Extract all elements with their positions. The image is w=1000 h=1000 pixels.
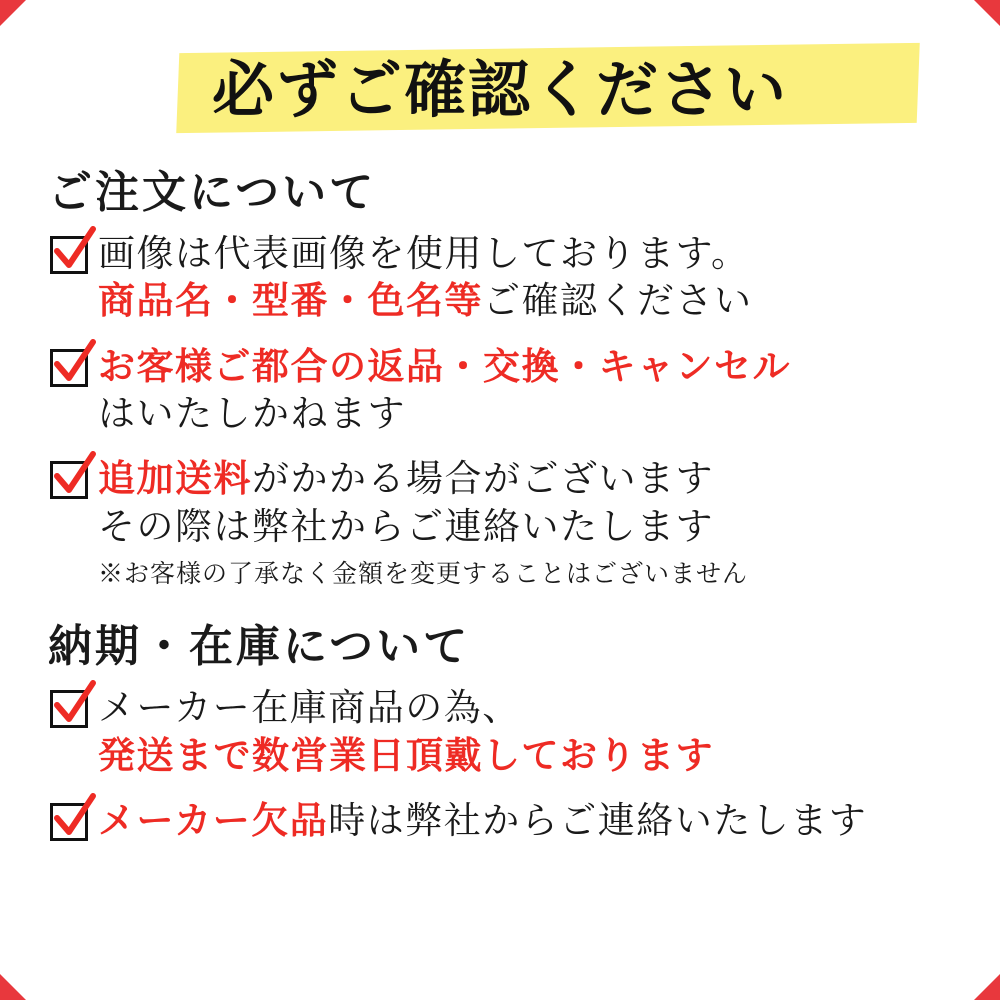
check-mark-icon (50, 461, 88, 499)
list-item-note: ※お客様の了承なく金額を変更することはございません (98, 559, 749, 589)
list-item-line (98, 277, 960, 324)
list-item (50, 684, 960, 779)
check-mark-icon (50, 349, 88, 387)
headline (40, 34, 960, 140)
emphasis-text: 追加送料 (98, 456, 252, 501)
list-item-line: はいたしかねます (98, 392, 406, 436)
list-item-text (98, 343, 960, 438)
list-item-line: メーカー在庫商品の為、 (98, 686, 521, 730)
list-item-line: お客様ご都合の返品・交換・キャンセル (98, 343, 791, 388)
section-title-delivery-stock: 納期・在庫について (48, 621, 471, 673)
list-item-line: その際は弊社からご連絡いたします (98, 504, 714, 548)
list-item-text (98, 230, 960, 325)
plain-text: ご確認ください (483, 279, 753, 323)
list-item-text (98, 797, 960, 844)
headline-text: 必ずご確認ください (211, 53, 788, 126)
list-item (50, 455, 960, 590)
emphasis-text: 商品名・型番・色名等 (98, 278, 483, 323)
check-mark-icon (50, 690, 88, 728)
list-item-line: 画像は代表画像を使用しております。 (98, 232, 750, 275)
emphasis-text: メーカー欠品 (98, 797, 329, 842)
list-item-line (98, 797, 960, 844)
list-item-line (98, 455, 960, 502)
section-title-orders: ご注文について (48, 167, 377, 218)
list-item (50, 797, 960, 844)
check-mark-icon (50, 803, 88, 841)
list-item-text (98, 684, 960, 779)
plain-text: がかかる場合がございます (252, 457, 714, 501)
list-item-line: 発送まで数営業日頂戴しております (98, 732, 714, 777)
plain-text: 時は弊社からご連絡いたします (328, 798, 868, 842)
list-item (50, 343, 960, 438)
list-item (50, 230, 960, 325)
check-mark-icon (50, 236, 88, 274)
list-item-text (98, 455, 960, 590)
